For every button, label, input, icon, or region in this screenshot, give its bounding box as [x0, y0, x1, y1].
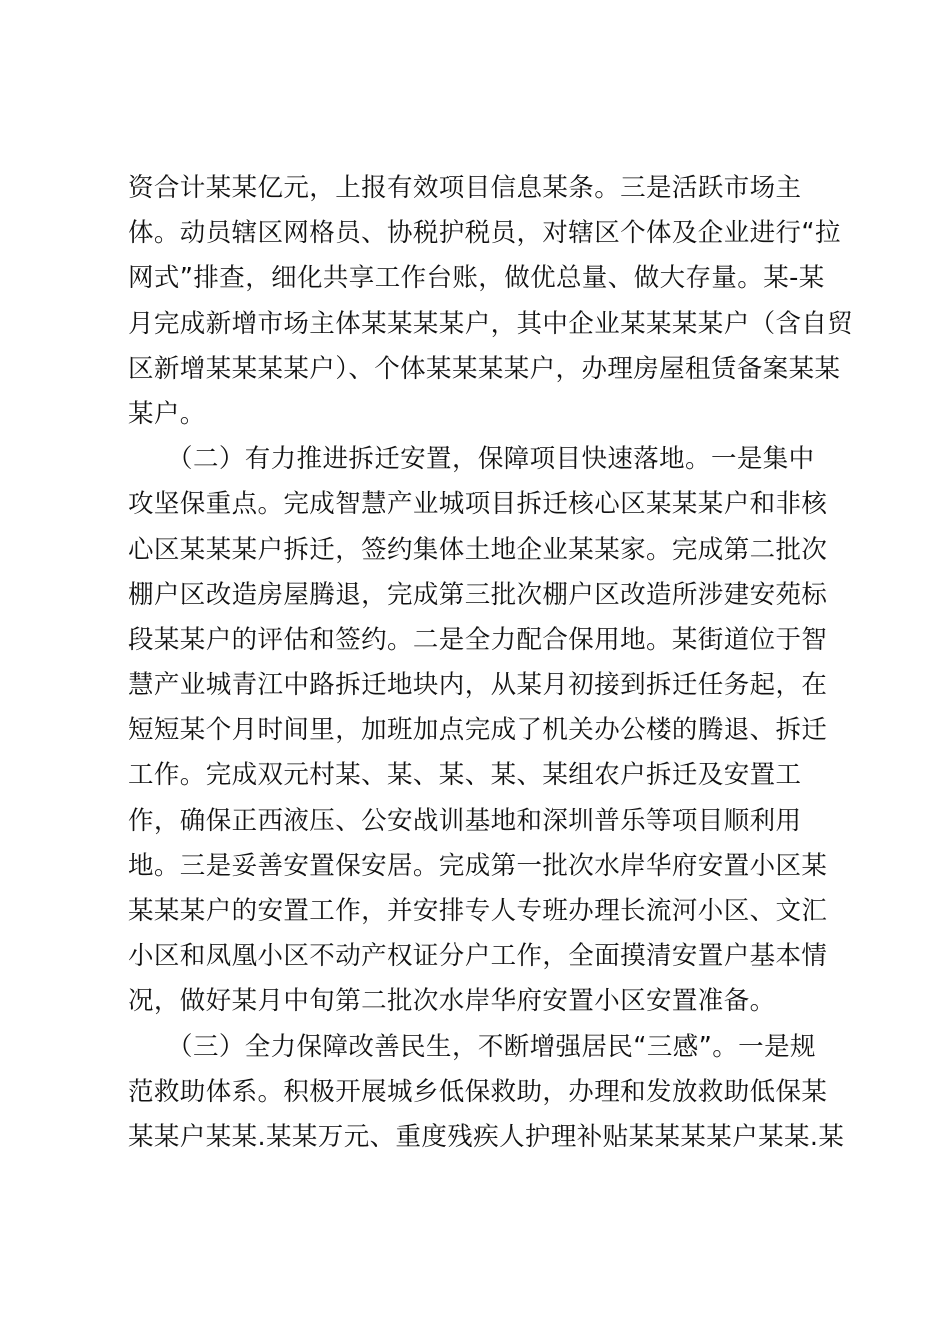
- text-line: 某某户某某.某某万元、重度残疾人护理补贴某某某某户某某.某: [128, 1121, 845, 1152]
- text-line: 作，确保正西液压、公安战训基地和深圳普乐等项目顺利用: [128, 805, 802, 836]
- text-line: 慧产业城青江中路拆迁地块内，从某月初接到拆迁任务起，在: [128, 670, 828, 701]
- text-line: 区新增某某某某户）、个体某某某某户，办理房屋租赁备案某某: [128, 353, 841, 384]
- paragraph-heading-line: （二）有力推进拆迁安置，保障项目快速落地。一是集中: [128, 444, 815, 475]
- text-line: 月完成新增市场主体某某某某户，其中企业某某某某户（含自贸: [128, 308, 854, 339]
- text-line: 体。动员辖区网格员、协税护税员，对辖区个体及企业进行“拉: [128, 218, 841, 249]
- text-line: 工作。完成双元村某、某、某、某、某组农户拆迁及安置工: [128, 760, 802, 791]
- text-line: 某户。: [128, 398, 206, 429]
- text-line: 棚户区改造房屋腾退，完成第三批次棚户区改造所涉建安苑标: [128, 579, 828, 610]
- text-line: 某某某户的安置工作，并安排专人专班办理长流河小区、文汇: [128, 896, 828, 926]
- text-line: 攻坚保重点。完成智慧产业城项目拆迁核心区某某某户和非核: [128, 489, 828, 520]
- text-line: 地。三是妥善安置保安居。完成第一批次水岸华府安置小区某: [128, 850, 828, 881]
- text-line: 小区和凤凰小区不动产权证分户工作，全面摸清安置户基本情: [128, 941, 828, 972]
- paragraph-heading-line: （三）全力保障改善民生，不断增强居民“三感”。一是规: [128, 1031, 816, 1062]
- text-line: 短短某个月时间里，加班加点完成了机关办公楼的腾退、拆迁: [128, 715, 828, 746]
- text-line: 段某某户的评估和签约。二是全力配合保用地。某街道位于智: [128, 624, 828, 655]
- body-text: [128, 166, 854, 1160]
- text-line: 范救助体系。积极开展城乡低保救助，办理和发放救助低保某: [128, 1076, 828, 1107]
- text-line: 资合计某某亿元，上报有效项目信息某条。三是活跃市场主: [128, 173, 802, 203]
- text-line: 况，做好某月中旬第二批次水岸华府安置小区安置准备。: [128, 986, 776, 1017]
- text-line: 心区某某某户拆迁，签约集体土地企业某某家。完成第二批次: [128, 534, 828, 565]
- text-line: 网式”排查，细化共享工作台账，做优总量、做大存量。某-某: [128, 263, 825, 294]
